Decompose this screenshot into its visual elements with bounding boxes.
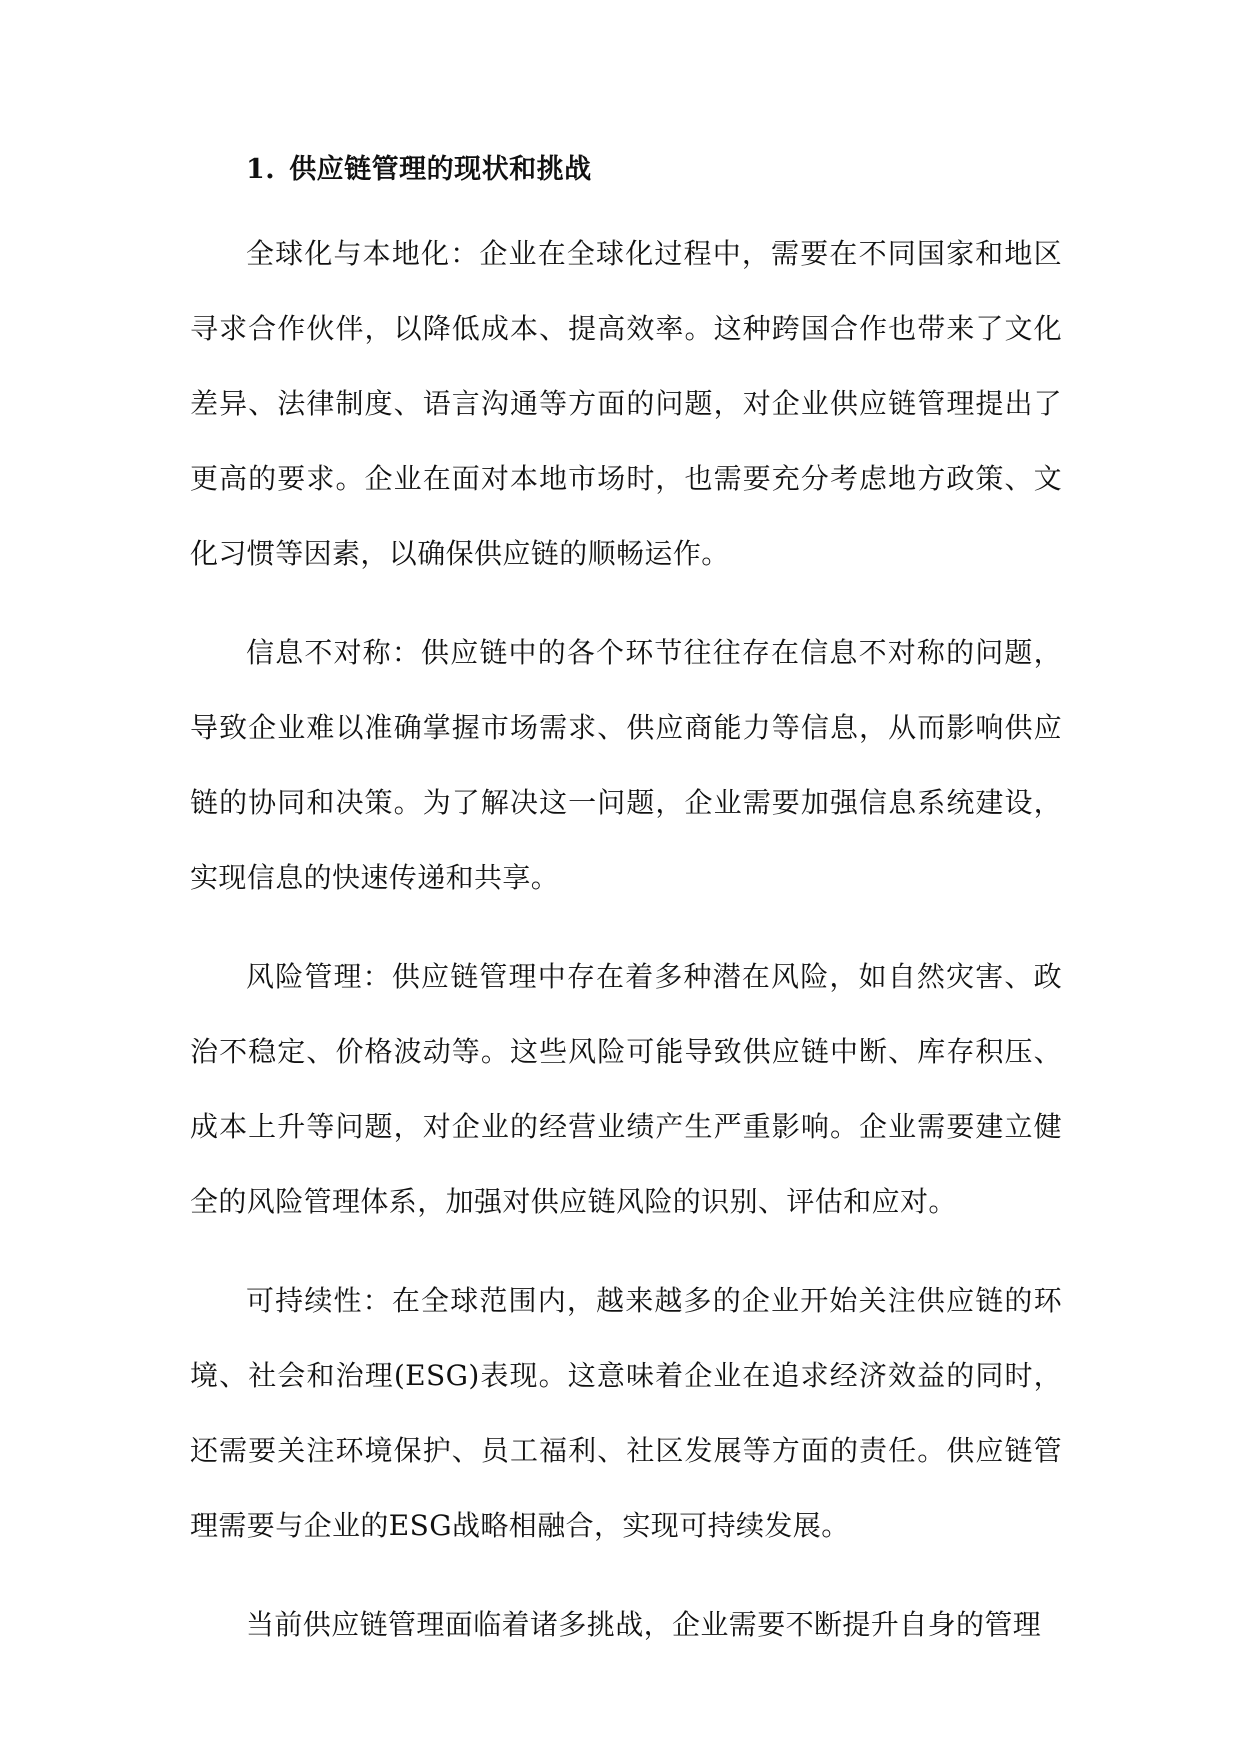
section-heading	[246, 144, 1062, 196]
section-number: 1.	[246, 154, 276, 185]
paragraph-risk-management: 风险管理：供应链管理中存在着多种潜在风险，如自然灾害、政治不稳定、价格波动等。这些风险可能导致供应链中断、库存积压、成本上升等问题，对企业的经营业绩产生严重影响。企业需要建立健全的风险管理体系，加强对供应链风险的识别、评估和应对。	[190, 960, 1062, 1218]
paragraph-information-asymmetry: 信息不对称：供应链中的各个环节往往存在信息不对称的问题，导致企业难以准确掌握市场需求、供应商能力等信息，从而影响供应链的协同和决策。为了解决这一问题，企业需要加强信息系统建设，实现信息的快速传递和共享。	[190, 636, 1062, 894]
section-title: 供应链管理的现状和挑战	[289, 154, 592, 185]
paragraph-conclusion: 当前供应链管理面临着诸多挑战，企业需要不断提升自身的管理	[246, 1608, 1042, 1641]
paragraph-globalization: 全球化与本地化：企业在全球化过程中，需要在不同国家和地区寻求合作伙伴，以降低成本、提高效率。这种跨国合作也带来了文化差异、法律制度、语言沟通等方面的问题，对企业供应链管理提出了更高的要求。企业在面对本地市场时，也需要充分考虑地方政策、文化习惯等因素，以确保供应链的顺畅运作。	[190, 237, 1062, 570]
paragraph-sustainability: 可持续性：在全球范围内，越来越多的企业开始关注供应链的环境、社会和治理(ESG)表现。这意味着企业在追求经济效益的同时，还需要关注环境保护、员工福利、社区发展等方面的责任。供应链管理需要与企业的ESG战略相融合，实现可持续发展。	[190, 1284, 1062, 1542]
document-body	[190, 144, 1062, 1662]
